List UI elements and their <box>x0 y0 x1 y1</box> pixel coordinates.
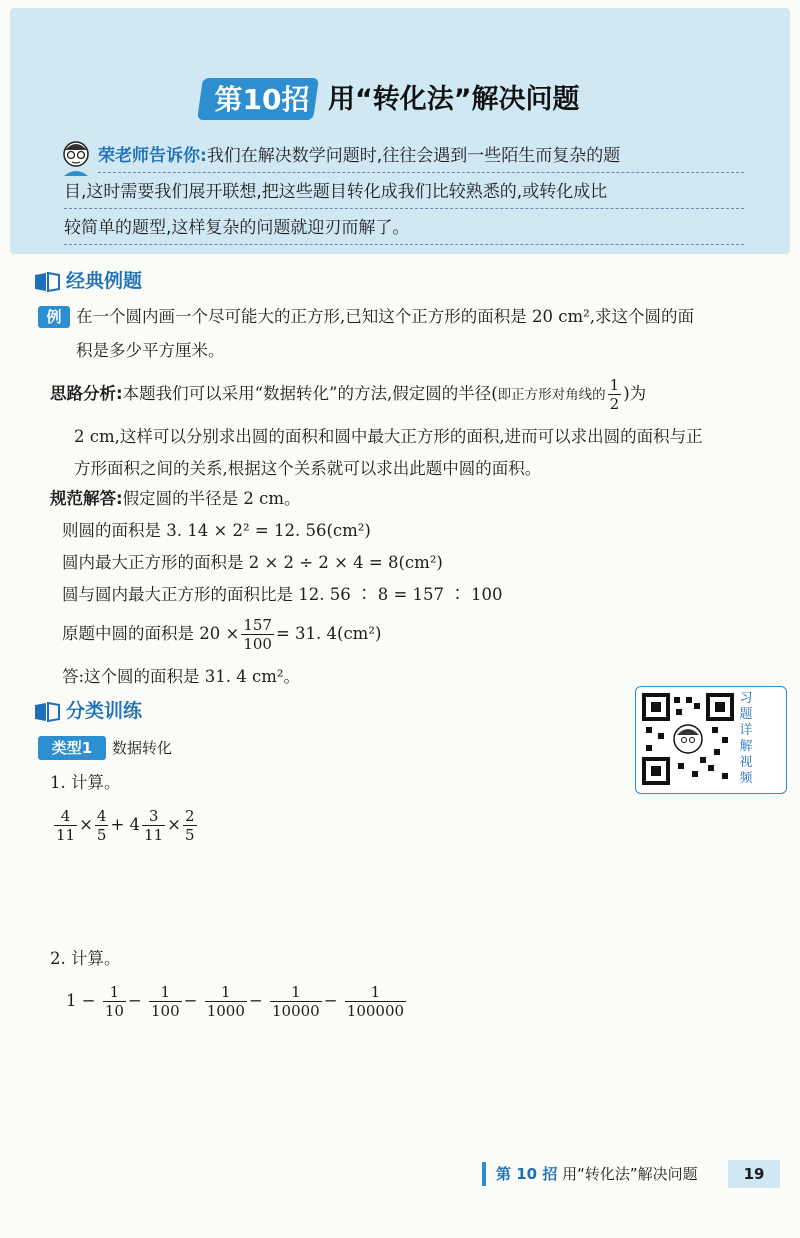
analysis-label: 思路分析: <box>50 384 123 403</box>
type-badge: 类型1 <box>38 736 106 760</box>
fraction-half: $\frac{1}{2}$ <box>609 376 620 413</box>
question-1-label: 1. 计算。 <box>50 773 121 792</box>
teacher-tip-line-2: 目,这时需要我们展开联想,把这些题目转化成我们比较熟悉的,或转化成比 <box>64 176 744 209</box>
solution-line-2: 则圆的面积是 3. 14 × 2² = 12. 56(cm²) <box>62 521 371 540</box>
question-2-expression: 1 − $\frac{1}{10}$ − $\frac{1}{100}$ − $\frac{1}{1000}$ − $\frac{1}{10000}$ − $\frac{1}{100000}$ <box>66 983 405 1020</box>
section-classic-examples: 经典例题 <box>34 266 142 296</box>
fraction-157-100: $\frac{157}{100}$ <box>243 616 272 653</box>
teacher-tip-line-1: 荣老师告诉你:我们在解决数学问题时,往往会遇到一些陌生而复杂的题 <box>98 140 744 173</box>
footer-running-title: 第 10 招 用“转化法”解决问题 <box>496 1165 698 1183</box>
solution-line-4: 圆与圆内最大正方形的面积比是 12. 56 ∶ 8 = 157 ∶ 100 <box>62 585 503 604</box>
qr-label: 习题详解视频 <box>739 691 753 786</box>
question-2-label: 2. 计算。 <box>50 949 121 968</box>
question-1-expression: $\frac{4}{11}$ × $\frac{4}{5}$ + 4 $\frac{3}{11}$ × $\frac{2}{5}$ <box>56 807 195 844</box>
solution-line-5: 原题中圆的面积是 20 × $\frac{157}{100}$ = 31. 4(cm²) <box>62 616 382 653</box>
chapter-badge: 第10招 <box>214 83 310 116</box>
example-line-2: 积是多少平方厘米。 <box>76 341 225 360</box>
solution-answer: 答:这个圆的面积是 31. 4 cm²。 <box>62 667 301 686</box>
type-title: 数据转化 <box>112 739 173 757</box>
qr-code-icon[interactable] <box>642 693 734 785</box>
teacher-avatar-icon <box>56 136 96 176</box>
teacher-tip-line-3: 较简单的题型,这样复杂的问题就迎刃而解了。 <box>64 212 744 245</box>
section-category-training: 分类训练 <box>34 696 142 726</box>
book-icon <box>34 272 60 292</box>
qr-code-panel[interactable] <box>635 686 787 794</box>
example-badge: 例 <box>38 306 70 328</box>
teacher-name: 荣老师告诉你: <box>98 146 207 166</box>
book-icon <box>34 702 60 722</box>
analysis-line-3: 方形面积之间的关系,根据这个关系就可以求出此题中圆的面积。 <box>74 459 542 478</box>
analysis-line-1: 思路分析:本题我们可以采用“数据转化”的方法,假定圆的半径(即正方形对角线的 $\frac{1}{2}$ )为 <box>50 376 647 413</box>
example-line-1: 在一个圆内画一个尽可能大的正方形,已知这个正方形的面积是 20 cm²,求这个圆的面 <box>76 307 694 326</box>
solution-line-3: 圆内最大正方形的面积是 2 × 2 ÷ 2 × 4 = 8(cm²) <box>62 553 443 572</box>
analysis-line-2: 2 cm,这样可以分别求出圆的面积和圆中最大正方形的面积,进而可以求出圆的面积与正 <box>74 427 703 446</box>
footer-accent-bar <box>482 1162 486 1186</box>
solution-label: 规范解答: <box>50 489 123 508</box>
page-title: 用“转化法”解决问题 <box>328 84 580 115</box>
solution-line-1: 规范解答:假定圆的半径是 2 cm。 <box>50 489 301 508</box>
page-number: 19 <box>728 1160 780 1188</box>
